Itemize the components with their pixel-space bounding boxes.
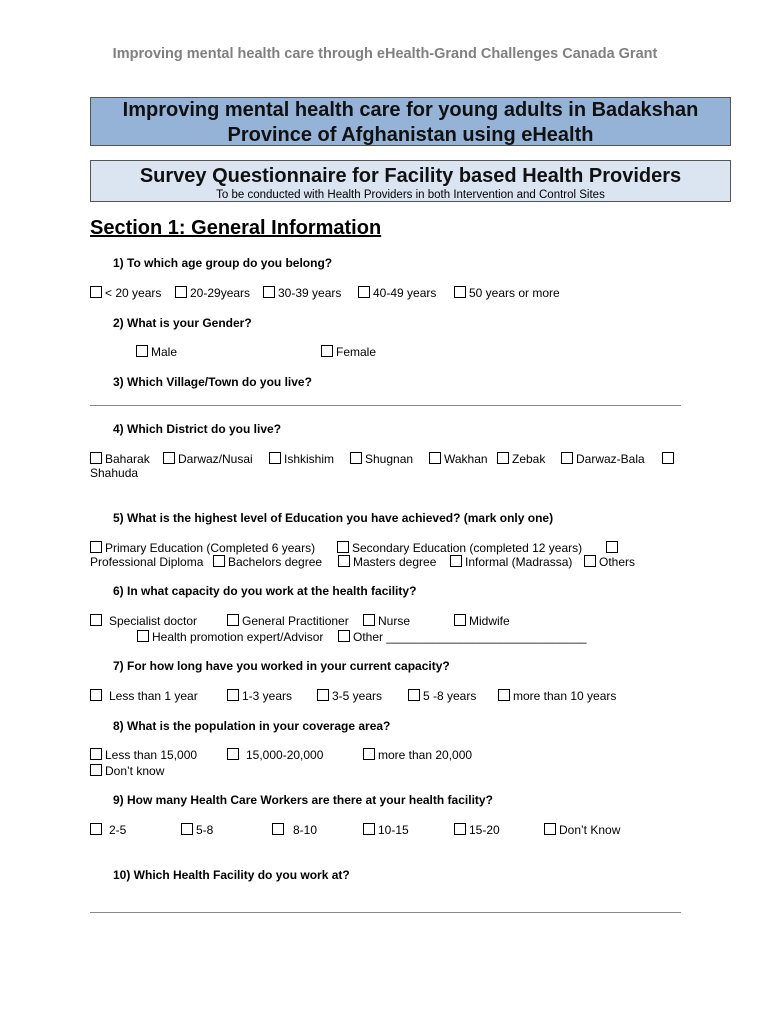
checkbox[interactable]: [272, 823, 284, 835]
checkbox[interactable]: [363, 823, 375, 835]
option-age-40-49[interactable]: 40-49 years: [358, 286, 436, 300]
option-role-gp[interactable]: General Practitioner: [227, 614, 349, 628]
option-edu-masters[interactable]: Masters degree: [338, 555, 436, 569]
title-line-2: Province of Afghanistan using eHealth: [227, 124, 594, 146]
checkbox[interactable]: [137, 630, 149, 642]
option-hcw-10-15[interactable]: 10-15: [363, 823, 409, 837]
option-hcw-15-20[interactable]: 15-20: [454, 823, 500, 837]
option-district-darwaz-bala[interactable]: Darwaz-Bala: [561, 452, 645, 466]
checkbox[interactable]: [497, 452, 509, 464]
option-gender-female[interactable]: Female: [321, 345, 376, 359]
option-hcw-5-8[interactable]: 5-8: [181, 823, 213, 837]
option-district-zebak[interactable]: Zebak: [497, 452, 545, 466]
title-line-1: Improving mental health care for young adults in Badakshan: [122, 99, 699, 121]
option-hcw-2-5[interactable]: 2-5: [90, 823, 126, 837]
option-district-ishkishim[interactable]: Ishkishim: [269, 452, 334, 466]
checkbox[interactable]: [561, 452, 573, 464]
checkbox[interactable]: [163, 452, 175, 464]
checkbox[interactable]: [662, 452, 674, 464]
checkbox[interactable]: [90, 614, 102, 626]
checkbox[interactable]: [350, 452, 362, 464]
checkbox[interactable]: [90, 689, 102, 701]
checkbox[interactable]: [227, 748, 239, 760]
option-pop-under-15000[interactable]: Less than 15,000: [90, 748, 197, 762]
checkbox[interactable]: [358, 286, 370, 298]
option-district-darwaz-nusai[interactable]: Darwaz/Nusai: [163, 452, 253, 466]
checkbox[interactable]: [90, 764, 102, 776]
option-tenure-1-3[interactable]: 1-3 years: [227, 689, 292, 703]
option-role-nurse[interactable]: Nurse: [363, 614, 410, 628]
checkbox[interactable]: [429, 452, 441, 464]
option-edu-primary[interactable]: Primary Education (Completed 6 years): [90, 541, 315, 555]
checkbox-district-shahuda[interactable]: [662, 452, 677, 466]
checkbox[interactable]: [181, 823, 193, 835]
checkbox[interactable]: [498, 689, 510, 701]
checkbox[interactable]: [337, 541, 349, 553]
checkbox[interactable]: [321, 345, 333, 357]
checkbox[interactable]: [227, 689, 239, 701]
checkbox[interactable]: [263, 286, 275, 298]
checkbox[interactable]: [213, 555, 225, 567]
option-edu-informal[interactable]: Informal (Madrassa): [450, 555, 572, 569]
checkbox[interactable]: [584, 555, 596, 567]
checkbox[interactable]: [408, 689, 420, 701]
option-role-specialist[interactable]: Specialist doctor: [90, 614, 197, 628]
subtitle-box: [90, 160, 731, 202]
checkbox[interactable]: [90, 748, 102, 760]
checkbox[interactable]: [90, 541, 102, 553]
option-district-wakhan[interactable]: Wakhan: [429, 452, 488, 466]
checkbox[interactable]: [317, 689, 329, 701]
checkbox-edu-diploma[interactable]: [606, 541, 621, 555]
option-edu-others[interactable]: Others: [584, 555, 635, 569]
option-age-50-plus[interactable]: 50 years or more: [454, 286, 560, 300]
checkbox[interactable]: [338, 630, 350, 642]
checkbox[interactable]: [136, 345, 148, 357]
title-box: [90, 97, 731, 146]
question-3: 3) Which Village/Town do you live?: [113, 375, 312, 389]
checkbox[interactable]: [90, 823, 102, 835]
answer-line-village[interactable]: [90, 405, 681, 406]
option-pop-dont-know[interactable]: Don’t know: [90, 764, 164, 778]
checkbox[interactable]: [363, 748, 375, 760]
option-district-baharak[interactable]: Baharak: [90, 452, 150, 466]
question-7: 7) For how long have you worked in your current capacity?: [113, 659, 450, 673]
option-age-under-20[interactable]: < 20 years: [90, 286, 161, 300]
option-tenure-5-8[interactable]: 5 -8 years: [408, 689, 476, 703]
checkbox[interactable]: [544, 823, 556, 835]
option-hcw-8-10[interactable]: 8-10: [272, 823, 317, 837]
survey-note: To be conducted with Health Providers in both Intervention and Control Sites: [216, 189, 605, 201]
survey-title: Survey Questionnaire for Facility based Health Providers: [139, 165, 682, 187]
option-age-30-39[interactable]: 30-39 years: [263, 286, 341, 300]
option-pop-15000-20000[interactable]: 15,000-20,000: [227, 748, 323, 762]
checkbox[interactable]: [363, 614, 375, 626]
checkbox[interactable]: [454, 614, 466, 626]
option-edu-bachelors[interactable]: Bachelors degree: [213, 555, 322, 569]
option-gender-male[interactable]: Male: [136, 345, 177, 359]
option-district-shahuda-label: Shahuda: [90, 466, 139, 480]
checkbox[interactable]: [90, 452, 102, 464]
section-title: Section 1: General Information: [90, 217, 382, 239]
running-header: Improving mental health care through eHealth-Grand Challenges Canada Grant: [112, 46, 658, 62]
question-10: 10) Which Health Facility do you work at?: [113, 868, 350, 882]
checkbox[interactable]: [454, 286, 466, 298]
answer-line-facility[interactable]: [90, 912, 681, 913]
question-6: 6) In what capacity do you work at the health facility?: [113, 584, 417, 598]
checkbox[interactable]: [90, 286, 102, 298]
question-8: 8) What is the population in your coverage area?: [113, 719, 391, 733]
checkbox[interactable]: [338, 555, 350, 567]
option-edu-secondary[interactable]: Secondary Education (completed 12 years): [337, 541, 582, 555]
checkbox[interactable]: [450, 555, 462, 567]
checkbox[interactable]: [175, 286, 187, 298]
checkbox[interactable]: [454, 823, 466, 835]
question-5: 5) What is the highest level of Education you have achieved? (mark only one): [113, 511, 554, 525]
option-tenure-10-plus[interactable]: more than 10 years: [498, 689, 616, 703]
option-district-shugnan[interactable]: Shugnan: [350, 452, 413, 466]
option-hcw-dont-know[interactable]: Don’t Know: [544, 823, 620, 837]
question-2: 2) What is your Gender?: [113, 316, 252, 330]
question-9: 9) How many Health Care Workers are there at your health facility?: [113, 793, 493, 807]
question-1: 1) To which age group do you belong?: [113, 256, 333, 270]
option-edu-diploma-label: Professional Diploma: [90, 555, 204, 569]
option-pop-over-20000[interactable]: more than 20,000: [363, 748, 472, 762]
option-tenure-3-5[interactable]: 3-5 years: [317, 689, 382, 703]
option-age-20-29[interactable]: 20-29years: [175, 286, 250, 300]
option-role-midwife[interactable]: Midwife: [454, 614, 510, 628]
checkbox[interactable]: [227, 614, 239, 626]
checkbox[interactable]: [269, 452, 281, 464]
checkbox[interactable]: [606, 541, 618, 553]
option-role-other[interactable]: Other ______________________________: [338, 630, 587, 644]
option-role-health-promotion[interactable]: Health promotion expert/Advisor: [137, 630, 323, 644]
question-4: 4) Which District do you live?: [113, 422, 282, 436]
option-tenure-under-1[interactable]: Less than 1 year: [90, 689, 198, 703]
